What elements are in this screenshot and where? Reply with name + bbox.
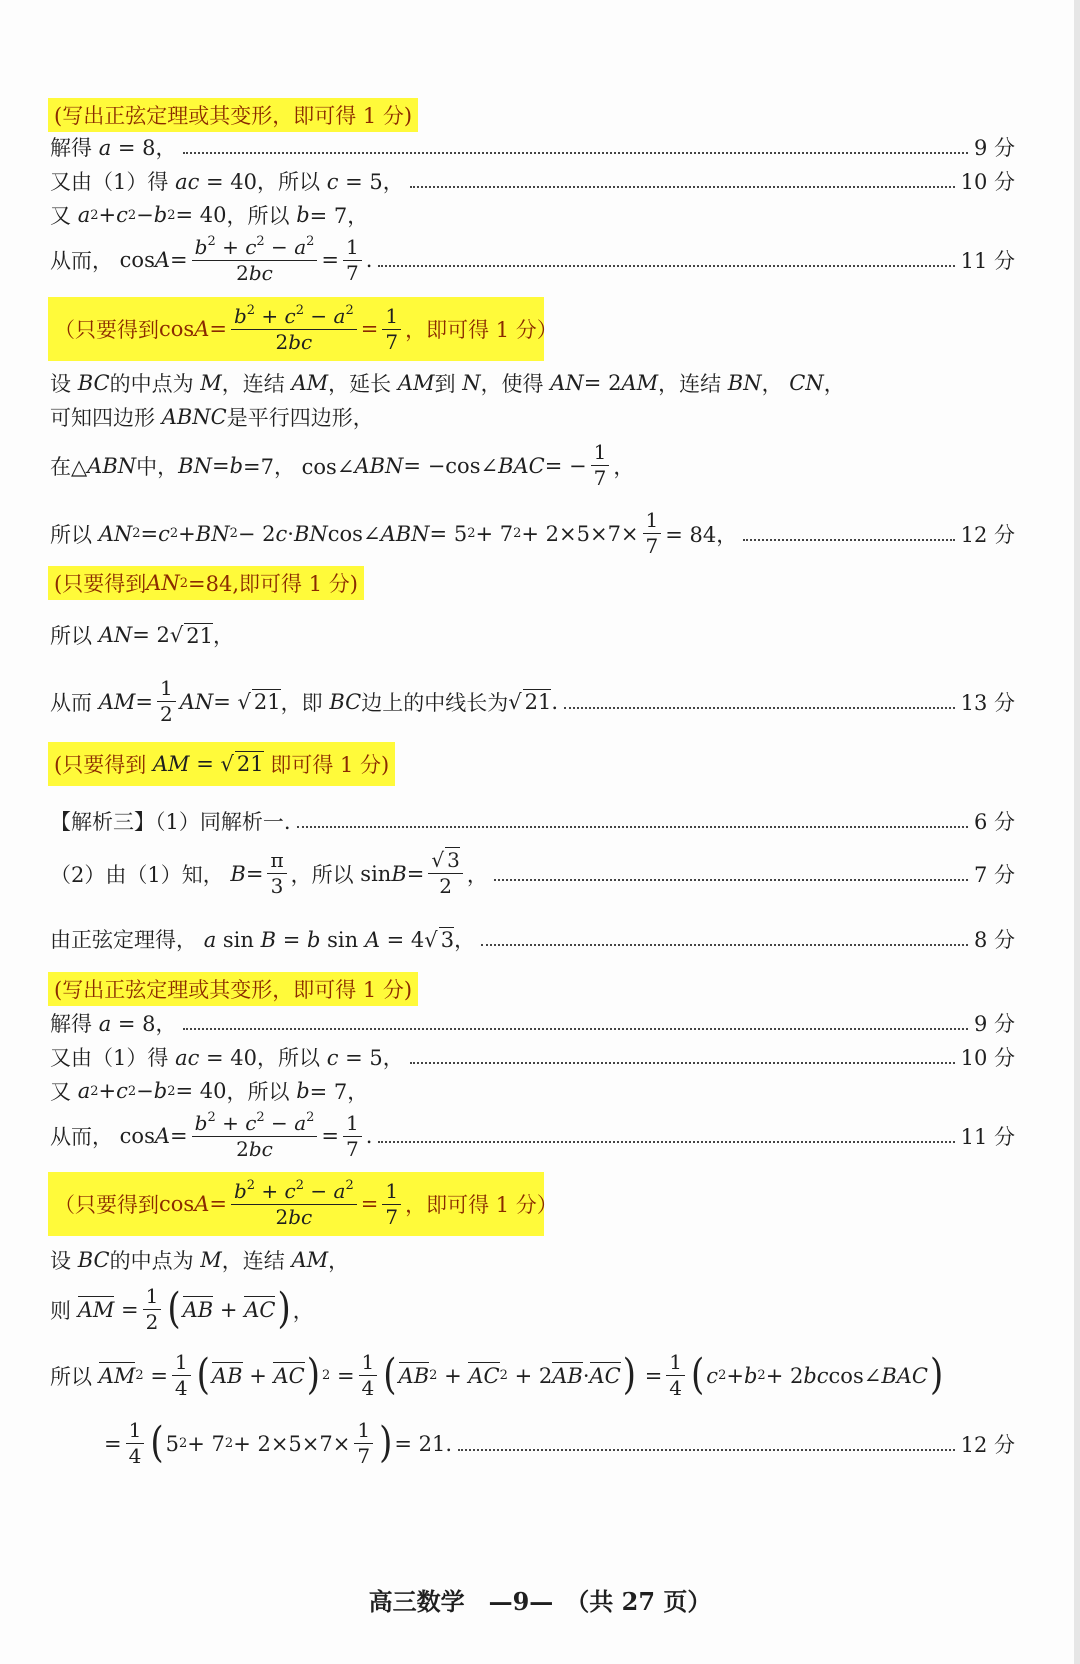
- solution-line: 又由（1）得 ac = 40，所以 c = 5， 10 分: [50, 1042, 1015, 1072]
- score-label: 12 分: [960, 522, 1015, 547]
- scoring-note-highlight: （只要得到 cos A = $\frac{b^2 + c^2 - a^2}{2bc}$ = $\frac{1}{7}$ ，即可得 1 分）: [48, 1172, 544, 1236]
- scoring-note-highlight: (写出正弦定理或其变形，即可得 1 分): [48, 972, 418, 1006]
- solution-line: 设 BC 的中点为 M ，连结 AM ，延长 AM 到 N ，使得 AN = 2 AM ，连结 BN ， CN ，: [50, 371, 845, 396]
- score-label: 12 分: [960, 1432, 1015, 1457]
- solution-line: 所以 AN = 2√ 21 ，: [50, 623, 234, 648]
- solution-line: 可知四边形 ABNC 是平行四边形，: [50, 405, 374, 430]
- score-label: 8 分: [973, 928, 1015, 952]
- score-label: 13 分: [960, 690, 1015, 715]
- solution-line: （2）由（1）知， B = $\frac{\pi}{3}$ ，所以 sin B = $\frac{√ 3}{2}$ ， 7 分: [50, 848, 1015, 898]
- solution-line: 从而， cos A = $\frac{b^2 + c^2 - a^2}{2bc}$ = $\frac{1}{7}$ . 11 分: [50, 234, 1015, 285]
- score-label: 11 分: [960, 1125, 1015, 1149]
- solution-line: 由正弦定理得， a sin B = b sin A = 4√ 3， 8 分: [50, 924, 1015, 954]
- solution-line: 所以 AM 2 = $\frac{1}{4}$ ( AB + AC ) 2 = $\frac{1}{4}$ ( AB 2 + AC 2 + 2 AB · AC ) = $\frac{1}{4}$ ( c 2 + b 2 + 2 bc cos∠ BAC ): [50, 1350, 944, 1401]
- solution-line: 解得 a = 8， 9 分: [50, 132, 1015, 162]
- page-footer: 高三数学 —9— （共 27 页）: [368, 1587, 712, 1616]
- score-label: 11 分: [960, 249, 1015, 273]
- score-label: 9 分: [973, 1012, 1015, 1036]
- solution-line: 又由（1）得 ac = 40，所以 c = 5， 10 分: [50, 166, 1015, 196]
- solution-line: 解得 a = 8， 9 分: [50, 1008, 1015, 1038]
- scoring-note-highlight: [48, 98, 418, 132]
- solution-line: 从而 AM = $\frac{1}{2}$ AN = √ 21 ，即 BC 边上的中线长为 √ 21 . 13 分: [50, 676, 1015, 726]
- scoring-note-highlight: （只要得到 cos A = $\frac{b^2 + c^2 - a^2}{2bc}$ = $\frac{1}{7}$ ，即可得 1 分）: [48, 297, 544, 361]
- solution-line: 在△ ABN 中， BN = b =7， cos∠ ABN = −cos∠ BAC = − $\frac{1}{7}$ ，: [50, 440, 635, 490]
- solution-line: = $\frac{1}{4}$ ( 5 2 + 7 2 + 2×5×7× $\frac{1}{7}$ ) = 21. 12 分: [104, 1418, 1015, 1469]
- scoring-note-highlight: (只要得到 AN 2 =84,即可得 1 分): [48, 566, 364, 600]
- score-label: 10 分: [960, 170, 1015, 194]
- score-label: 9 分: [973, 136, 1015, 160]
- solution-line: 设 BC 的中点为 M ，连结 AM ，: [50, 1248, 350, 1273]
- solution-line: 又 a 2 + c 2 − b 2 = 40 ，所以 b = 7，: [50, 1079, 369, 1104]
- solution-line: 【解析三】（1）同解析一. 6 分: [50, 806, 1015, 836]
- solution-line: 所以 AN 2 = c 2 + BN 2 − 2 c · BN cos∠ ABN = 5 2 + 7 2 + 2×5×7× $\frac{1}{7}$ = 84， 12 分: [50, 508, 1015, 558]
- scoring-note-highlight: (只要得到 AM = √ 21 即可得 1 分): [48, 742, 395, 786]
- scoring-note: (写出正弦定理或其变形，即可得 1 分): [54, 104, 413, 128]
- score-label: 6 分: [973, 810, 1015, 834]
- solution-line: 则 AM = $\frac{1}{2}$ ( AB + AC ) ，: [50, 1284, 314, 1335]
- solution-line: 从而， cos A = $\frac{b^2 + c^2 - a^2}{2bc}$ = $\frac{1}{7}$ . 11 分: [50, 1110, 1015, 1161]
- score-label: 10 分: [960, 1046, 1015, 1070]
- solution-line: 又 a 2 + c 2 − b 2 = 40 ，所以 b = 7，: [50, 203, 369, 228]
- score-label: 7 分: [973, 862, 1015, 887]
- leader-dots: [183, 152, 968, 154]
